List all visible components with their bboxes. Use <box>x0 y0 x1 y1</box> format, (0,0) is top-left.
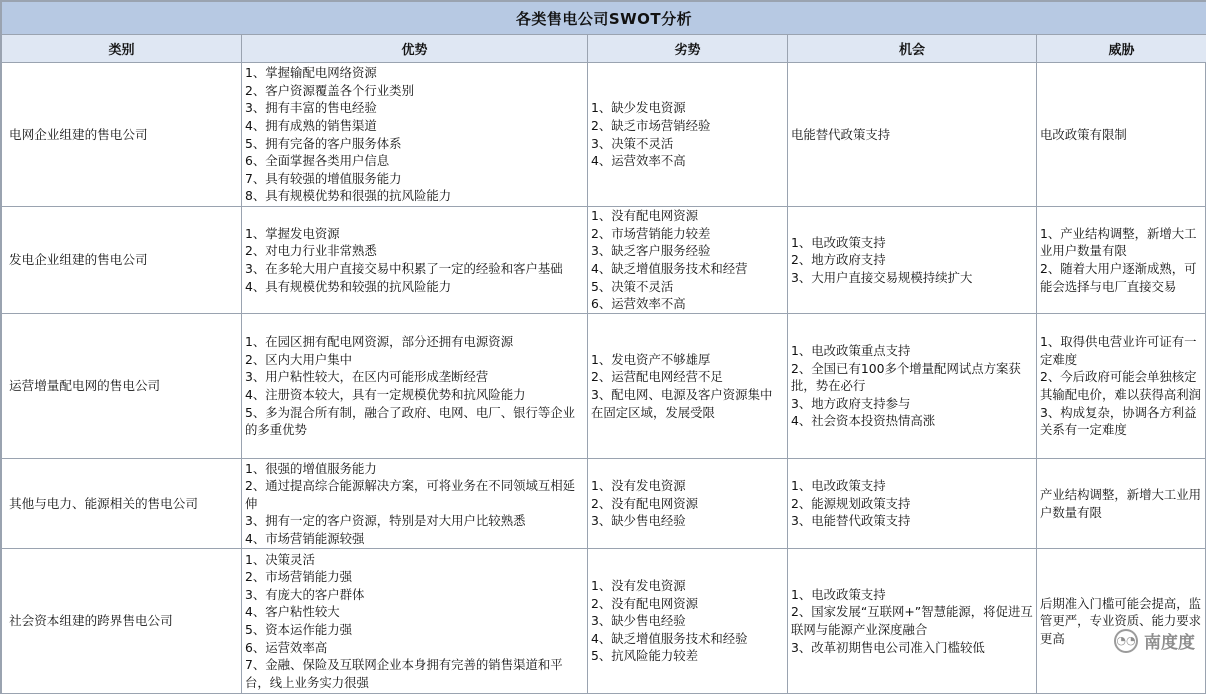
strengths-item: 4、客户粘性较大 <box>245 604 340 620</box>
strengths-item: 5、资本运作能力强 <box>245 622 353 637</box>
strengths-item: 4、注册资本较大，具有一定规模优势和抗风险能力 <box>245 387 526 402</box>
category-cell: 电网企业组建的售电公司 <box>2 63 242 207</box>
weaknesses-item: 4、缺乏增值服务技术和经营 <box>591 261 748 276</box>
threats-item: 1、产业结构调整，新增大工业用户数量有限 <box>1040 225 1197 259</box>
strengths-item: 4、市场营销能源较强 <box>245 530 365 546</box>
strengths-item: 1、掌握输配电网络资源 <box>245 65 377 81</box>
threats-cell <box>1037 314 1206 459</box>
opportunities-item: 1、电改政策重点支持 <box>791 343 911 359</box>
table-row <box>2 207 1206 314</box>
strengths-item: 3、有庞大的客户群体 <box>245 586 365 602</box>
strengths-item: 4、具有规模优势和较强的抗风险能力 <box>245 278 452 294</box>
opportunities-item: 2、能源规划政策支持 <box>791 495 911 511</box>
opportunities-item: 2、全国已有100多个增量配网试点方案获批，势在必行 <box>791 360 1021 394</box>
strengths-cell <box>242 207 588 314</box>
header-opportunities: 机会 <box>788 35 1037 63</box>
table-title: 各类售电公司SWOT分析 <box>2 2 1206 35</box>
weaknesses-item: 2、运营配电网经营不足 <box>591 369 723 385</box>
wechat-logo-icon: ◔◔ <box>1114 629 1138 653</box>
weaknesses-item: 1、没有发电资源 <box>591 578 686 594</box>
opportunities-item: 4、社会资本投资热情高涨 <box>791 413 936 429</box>
weaknesses-item: 6、运营效率不高 <box>591 296 686 312</box>
table-row <box>2 459 1206 549</box>
opportunities-cell <box>788 63 1037 207</box>
strengths-item: 7、具有较强的增值服务能力 <box>245 170 402 186</box>
watermark-text: 南度度 <box>1144 633 1195 653</box>
weaknesses-item: 3、缺乏客户服务经验 <box>591 243 711 259</box>
strengths-item: 5、多为混合所有制，融合了政府、电网、电厂、银行等企业的多重优势 <box>245 404 576 438</box>
weaknesses-item: 3、决策不灵活 <box>591 135 674 151</box>
threats-cell <box>1037 549 1206 694</box>
header-threats: 威胁 <box>1037 35 1206 63</box>
header-category: 类别 <box>2 35 242 63</box>
strengths-cell <box>242 314 588 459</box>
weaknesses-item: 3、缺少售电经验 <box>591 513 686 529</box>
strengths-item: 8、具有规模优势和很强的抗风险能力 <box>245 188 452 204</box>
weaknesses-cell <box>588 459 788 549</box>
threats-item: 后期准入门槛可能会提高，监管更严，专业资质、能力要求更高 <box>1040 595 1202 646</box>
weaknesses-cell <box>588 314 788 459</box>
strengths-cell <box>242 549 588 694</box>
opportunities-item: 1、电改政策支持 <box>791 586 886 602</box>
weaknesses-cell <box>588 63 788 207</box>
opportunities-cell <box>788 459 1037 549</box>
opportunities-item: 2、国家发展“互联网+”智慧能源，将促进互联网与能源产业深度融合 <box>791 604 1033 637</box>
weaknesses-item: 2、没有配电网资源 <box>591 495 699 511</box>
opportunities-cell <box>788 549 1037 694</box>
weaknesses-item: 2、没有配电网资源 <box>591 595 699 611</box>
weaknesses-item: 2、缺乏市场营销经验 <box>591 117 711 133</box>
weaknesses-item: 1、没有配电网资源 <box>591 208 699 224</box>
opportunities-item: 电能替代政策支持 <box>791 126 891 142</box>
swot-table <box>1 1 1206 694</box>
strengths-item: 6、运营效率高 <box>245 639 328 655</box>
strengths-cell <box>242 459 588 549</box>
strengths-item: 6、全面掌握各类用户信息 <box>245 153 390 169</box>
threats-cell <box>1037 63 1206 207</box>
opportunities-item: 3、地方政府支持参与 <box>791 395 911 411</box>
opportunities-cell <box>788 207 1037 314</box>
weaknesses-item: 4、缺乏增值服务技术和经验 <box>591 630 748 646</box>
weaknesses-item: 3、缺少售电经验 <box>591 613 686 629</box>
weaknesses-item: 1、缺少发电资源 <box>591 100 686 116</box>
table-body <box>2 63 1206 694</box>
strengths-item: 1、决策灵活 <box>245 551 315 567</box>
strengths-item: 1、掌握发电资源 <box>245 225 340 241</box>
strengths-item: 2、市场营销能力强 <box>245 569 353 585</box>
strengths-item: 3、拥有丰富的售电经验 <box>245 100 377 116</box>
table-row <box>2 314 1206 459</box>
strengths-item: 5、拥有完备的客户服务体系 <box>245 135 402 151</box>
threats-item: 产业结构调整，新增大工业用户数量有限 <box>1040 486 1202 520</box>
strengths-item: 4、拥有成熟的销售渠道 <box>245 117 377 133</box>
opportunities-item: 2、地方政府支持 <box>791 252 886 268</box>
strengths-item: 3、在多轮大用户直接交易中积累了一定的经验和客户基础 <box>245 261 563 276</box>
opportunities-item: 1、电改政策支持 <box>791 478 886 494</box>
strengths-item: 2、对电力行业非常熟悉 <box>245 243 377 259</box>
watermark <box>1114 628 1195 653</box>
strengths-item: 2、客户资源覆盖各个行业类别 <box>245 82 414 98</box>
opportunities-item: 3、大用户直接交易规模持续扩大 <box>791 269 973 285</box>
opportunities-cell <box>788 314 1037 459</box>
threats-cell <box>1037 207 1206 314</box>
strengths-cell <box>242 63 588 207</box>
strengths-item: 3、用户粘性较大，在区内可能形成垄断经营 <box>245 369 489 385</box>
threats-item: 3、构成复杂，协调各方利益关系有一定难度 <box>1040 404 1197 438</box>
weaknesses-cell <box>588 207 788 314</box>
category-cell: 运营增量配电网的售电公司 <box>2 314 242 459</box>
weaknesses-item: 3、配电网、电源及客户资源集中在固定区域，发展受限 <box>591 387 773 420</box>
weaknesses-cell <box>588 549 788 694</box>
strengths-item: 3、拥有一定的客户资源，特别是对大用户比较熟悉 <box>245 513 526 529</box>
table-row <box>2 63 1206 207</box>
threats-item: 电改政策有限制 <box>1040 126 1127 142</box>
threats-cell <box>1037 459 1206 549</box>
strengths-item: 2、区内大用户集中 <box>245 351 353 367</box>
weaknesses-item: 2、市场营销能力较差 <box>591 225 711 241</box>
threats-item: 2、随着大用户逐渐成熟，可能会选择与电厂直接交易 <box>1040 261 1197 294</box>
table-row <box>2 549 1206 694</box>
opportunities-item: 3、电能替代政策支持 <box>791 513 911 529</box>
opportunities-item: 1、电改政策支持 <box>791 234 886 250</box>
strengths-item: 1、很强的增值服务能力 <box>245 460 377 476</box>
opportunities-item: 3、改革初期售电公司准入门槛较低 <box>791 639 985 655</box>
weaknesses-item: 1、发电资产不够雄厚 <box>591 351 711 367</box>
header-weaknesses: 劣势 <box>588 35 788 63</box>
threats-item: 2、今后政府可能会单独核定其输配电价，难以获得高利润 <box>1040 369 1202 402</box>
weaknesses-item: 1、没有发电资源 <box>591 478 686 494</box>
category-cell: 发电企业组建的售电公司 <box>2 207 242 314</box>
category-cell: 社会资本组建的跨界售电公司 <box>2 549 242 694</box>
threats-item: 1、取得供电营业许可证有一定难度 <box>1040 334 1197 367</box>
header-strengths: 优势 <box>242 35 588 63</box>
strengths-item: 7、金融、保险及互联网企业本身拥有完善的销售渠道和平台，线上业务实力很强 <box>245 657 563 690</box>
weaknesses-item: 5、抗风险能力较差 <box>591 648 699 664</box>
weaknesses-item: 5、决策不灵活 <box>591 278 674 294</box>
strengths-item: 2、通过提高综合能源解决方案，可将业务在不同领域互相延伸 <box>245 478 576 511</box>
strengths-item: 1、在园区拥有配电网资源，部分还拥有电源资源 <box>245 334 514 350</box>
weaknesses-item: 4、运营效率不高 <box>591 153 686 169</box>
category-cell: 其他与电力、能源相关的售电公司 <box>2 459 242 549</box>
